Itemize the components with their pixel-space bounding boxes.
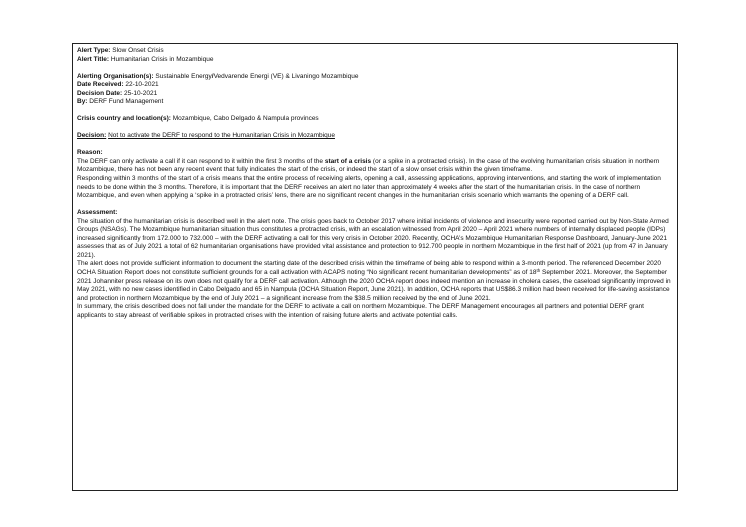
decision-value: Not to activate the DERF to respond to the Humanitarian Crisis in Mozambique — [108, 132, 335, 140]
assessment-p2-superscript: th — [536, 267, 541, 273]
decision-row — [77, 132, 673, 141]
alerting-org-value-b: Vedvarende Energi (VE) & Livaningo Mozambique — [213, 72, 359, 80]
assessment-paragraph-1: The situation of the humanitarian crisis is described well in the alert note. The crisis goes back to October 2017 where initial incidents of violence and insecurity were reported carried out by Non-State Armed Groups (NSAGs). The Mozambique humanitarian situation thus constitutes a protracted crisis, with an escalation witnessed from April 2020 – April 2021 where numbers of internally displaced people (IDPs) increased significantly from 172.000 to 732.000 – with the DERF activating a call for this very crisis in October 2020. Recently, OCHA’s Mozambique Humanitarian Response Dashboard, January-June 2021 assesses that as of July 2021 a total of 62 humanitarian organisations have provided vital assistance and protection to 912.700 people in northern Mozambique in the first half of 2021 (up from 47 in January 2021). — [77, 217, 669, 259]
decision-date-value: 25-10-2021 — [123, 89, 158, 97]
decision-date-label: Decision Date: — [77, 89, 123, 97]
assessment-p2-text-b: September 2021. Moreover, the September 2021 Johanniter press release on its own does not qualify for a DERF call activation. Although the 2020 OCHA report does indeed mention an increase in cholera cases, the caseload significantly improved in May 2021, with no new cases identified in Cabo Delgado and 65 in Nampula (OCHA Situation Report, June 2021). In addition, OCHA reports that US$86.3 million had been received for life-saving assistance and protection in northern Mozambique by the end of July 2021 – a significant increase from the $38.5 million received by the end of June 2021. — [77, 268, 671, 302]
date-received-label: Date Received: — [77, 81, 124, 89]
date-received-row — [77, 81, 673, 90]
assessment-paragraph-2 — [77, 260, 673, 303]
crisis-country-value: Mozambique, Cabo Delgado & Nampula provinces — [172, 115, 319, 123]
alert-decision-document — [72, 43, 678, 491]
alert-type-value: Slow Onset Crisis — [112, 47, 164, 54]
alert-title-value: Humanitarian Crisis in Mozambique — [110, 55, 214, 63]
reason-p1-text-b: (or a spike in a protracted crisis). In the case of the evolving humanitarian crisis situation in northern Mozambique, there has not been any recent event that fully indicates the start of the crisis, or indeed the start of a slow onset crisis within the given timeframe. — [77, 157, 660, 174]
reason-p1-text-a: The DERF can only activate a call if it can respond to it within the first 3 months of the — [77, 157, 324, 165]
alerting-org-value-a: Sustainable Energy — [155, 72, 212, 80]
decided-by-label: By: — [77, 98, 88, 106]
reason-paragraph-1 — [77, 158, 673, 175]
crisis-country-row — [77, 115, 673, 124]
assessment-p2-text-a: The alert does not provide sufficient information to document the starting date of the described crisis within the timeframe of being able to respond within a 3-month period. The referenced December 2020 OCHA Situation Report does not constitute sufficient grounds for a call activation with ACAPS noting “No significant recent humanitarian developments” as of 18 — [77, 260, 662, 276]
reason-heading: Reason: — [77, 149, 103, 157]
alerting-org-separator: / — [211, 72, 214, 80]
alerting-org-row — [77, 73, 673, 82]
decided-by-value: DERF Fund Management — [89, 98, 164, 106]
decided-by-row — [77, 98, 673, 107]
decision-date-row — [77, 90, 673, 99]
date-received-value: 22-10-2021 — [125, 81, 159, 89]
alert-title-row — [77, 56, 673, 65]
assessment-heading: Assessment: — [77, 209, 118, 217]
crisis-country-label: Crisis country and location(s): — [77, 115, 171, 123]
alerting-org-label: Alerting Organisation(s): — [77, 72, 154, 80]
decision-label: Decision: — [77, 132, 107, 140]
alert-type-label: Alert Type: — [77, 47, 111, 54]
reason-paragraph-2: Responding within 3 months of the start of a crisis means that the entire process of receiving alerts, opening a call, assessing applications, approving interventions, and starting the work of implementation needs to be done within the 3 months. Therefore, it is important that the DERF receives an alert no later than approximately 4 weeks after the start of the humanitarian crisis. In the case of northern Mozambique, and even when applying a ‘spike in a protracted crisis’ lens, there are no significant recent changes in the humanitarian crisis scenario which warrants the opening of a DERF call. — [77, 175, 661, 200]
alert-title-label: Alert Title: — [77, 55, 110, 63]
assessment-paragraph-3: In summary, the crisis described does not fall under the mandate for the DERF to activate a call on northern Mozambique. The DERF Management encourages all partners and potential DERF grant applicants to stay abreast of verifiable spikes in protracted crises with the intention of raising future alerts and activate potential calls. — [77, 303, 644, 319]
alert-type-row — [77, 47, 673, 56]
reason-p1-emphasis: start of a crisis — [324, 157, 372, 165]
